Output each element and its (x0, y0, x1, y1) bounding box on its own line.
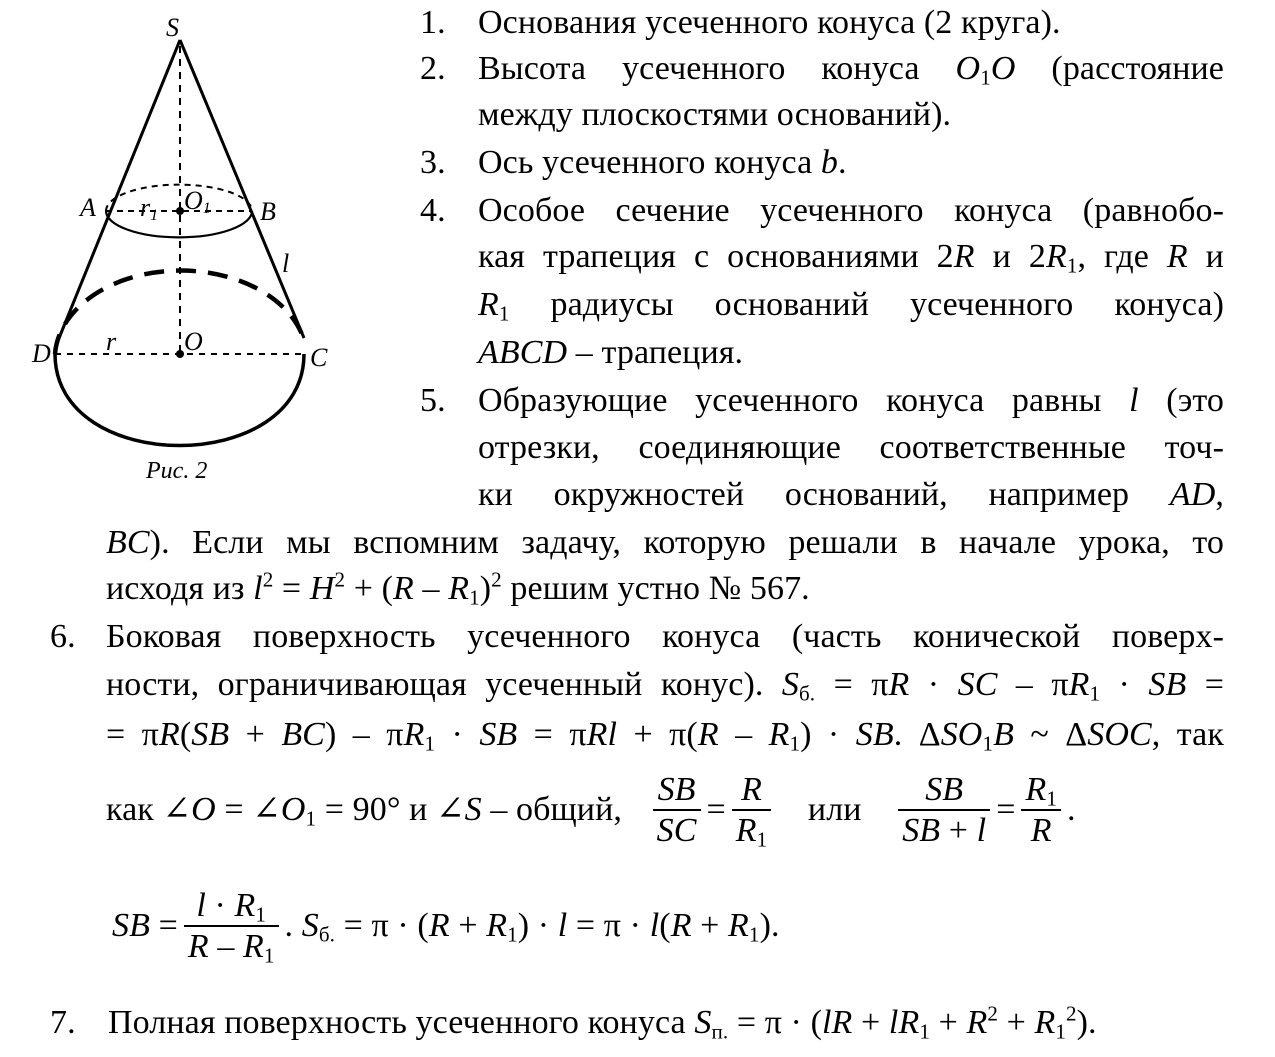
item-4-number: 4. (420, 192, 446, 229)
item-6-formula: SB = $\frac{l \cdot R_1}{R - R_1}$ . $S_{б.} = \pi \cdot (R + R_1) \cdot l = \pi \cdot l(R + R_1)$. (112, 887, 780, 968)
cone-drawing (20, 16, 350, 486)
item-7-text: Полная поверхность усеченного конуса $S_{п.} = \pi \cdot (lR + lR_1 + R^2 + R_1^2)$. (108, 1001, 1097, 1044)
item-5-line-4: BC). Если мы вспомним задачу, которую решали в начале урока, то (106, 524, 1224, 561)
item-5-line-3: ки окружностей оснований, например AD, (478, 476, 1224, 513)
label-o: O (184, 327, 203, 356)
item-2-number: 2. (420, 50, 446, 87)
item-5-line-2: отрезки, соединяющие соответственные точ- (478, 429, 1224, 466)
item-2-line-1: Высота усеченного конуса $O_1O$ (расстояние (478, 50, 1224, 90)
item-7-number: 7. (50, 1004, 76, 1041)
fraction-sb-sbl: $\frac{SB}{SB + l}$ (898, 770, 990, 850)
item-5-number: 5. (420, 382, 446, 419)
item-4-line-4: ABCD – трапеция. (478, 334, 744, 371)
item-3-number: 3. (420, 144, 446, 181)
cone-left-edge (55, 40, 180, 348)
label-d: D (32, 339, 51, 368)
item-6-number: 6. (50, 618, 76, 655)
label-s: S (166, 16, 179, 42)
bottom-ellipse-front (55, 354, 304, 446)
fraction-sb-sc: $\frac{SB}{SC}$ (653, 770, 701, 850)
item-1-text: Основания усеченного конуса (2 круга). (478, 4, 1061, 41)
fraction-r1-r: $\frac{R_1}{R}$ (1021, 770, 1061, 850)
item-2-line-2: между плоскостями оснований). (478, 96, 952, 133)
label-r1: r1 (140, 193, 159, 224)
item-6-line-4: как ∠O = $\angle O_1 = 90^\circ$ и ∠S – общий, $\frac{SB}{SC}$ = $\frac{R}{R_1}$ или $\frac{SB}{SB + l}$ = $\frac{R_1}{R}$ . (106, 771, 1076, 852)
label-a: A (80, 193, 96, 222)
item-4-line-1: Особое сечение усеченного конуса (равнобо- (478, 192, 1224, 229)
item-5-line-1: Образующие усеченного конуса равны l (это (478, 382, 1224, 419)
item-5-line-5: исходя из $l^2 = H^2 + (R - R_1)^2$ решим устно № 567. (106, 567, 810, 610)
label-r: r (106, 327, 117, 356)
label-l: l (282, 249, 290, 278)
item-1-number: 1. (420, 4, 446, 41)
fraction-sb-formula: $\frac{l \cdot R_1}{R - R_1}$ (184, 886, 279, 966)
item-6-line-2: ности, ограничивающая усеченный конус). $S_{б.} = \pi R$ · SC – $\pi R_1$ · SB = (106, 666, 1225, 706)
item-4-line-3: $R_1$ радиусы оснований усеченного конуса) (478, 286, 1224, 326)
point-o1 (176, 207, 184, 215)
figure-caption: Рис. 2 (146, 458, 208, 484)
point-o (176, 350, 184, 358)
item-6-line-1: Боковая поверхность усеченного конуса (часть конической поверх- (106, 618, 1224, 655)
label-o1: O1 (184, 186, 211, 217)
item-4-line-2: кая трапеция с основаниями 2R и $2R_1$, где R и (478, 238, 1224, 278)
cone-figure (20, 16, 350, 486)
label-b: B (260, 197, 276, 226)
item-6-line-3: = $\pi R(SB + BC) - \pi R_1$ · SB = $\pi Rl + \pi(R - R_1)$ · SB. $\Delta SO_1B$ ~ ΔSOC, так (106, 716, 1224, 756)
label-c: C (310, 343, 328, 372)
fraction-r-r1: $\frac{R}{R_1}$ (732, 770, 772, 850)
item-3-text: Ось усеченного конуса b. (478, 144, 847, 181)
